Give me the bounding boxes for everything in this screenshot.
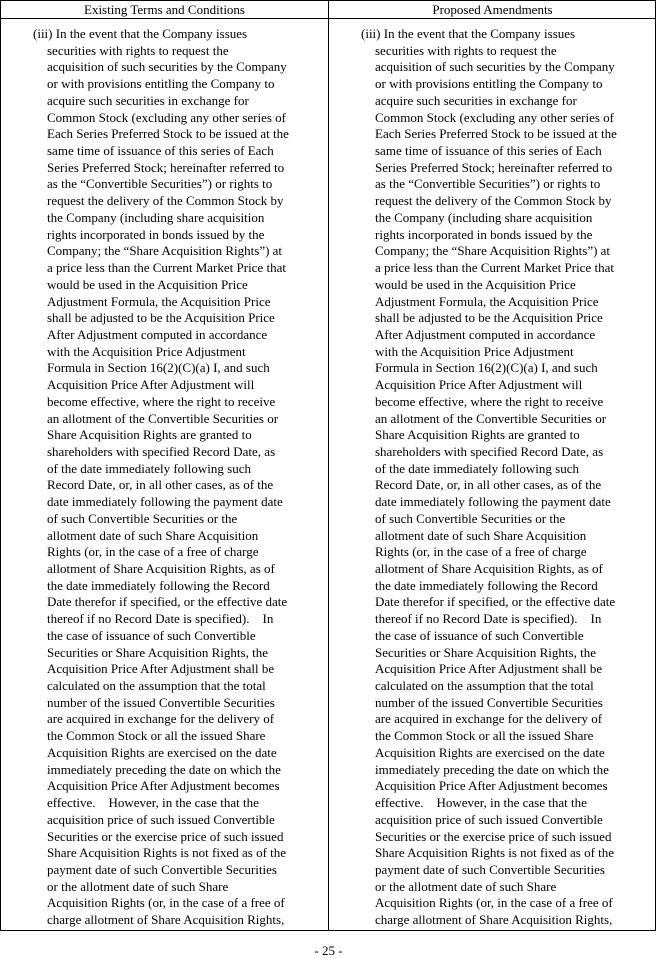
paragraph-line: thereof if no Record Date is specified). In	[47, 611, 274, 627]
paragraph-line: the date immediately following the Record	[375, 577, 598, 593]
paragraph-line: Date therefor if specified, or the effective date	[375, 594, 616, 610]
paragraph-line: shall be adjusted to be the Acquisition Price	[47, 310, 275, 326]
paragraph-line: of the date immediately following such	[47, 460, 251, 476]
paragraph-line: (iii) In the event that the Company issues	[361, 26, 576, 41]
paragraph-line: Acquisition Price After Adjustment shall be	[47, 661, 275, 677]
paragraph-line: or with provisions entitling the Company to	[375, 76, 603, 92]
paragraph-line: a price less than the Current Market Price that	[375, 260, 614, 276]
paragraph-line: charge allotment of Share Acquisition Rights,	[47, 912, 285, 928]
paragraph-line: request the delivery of the Common Stock by	[375, 193, 612, 209]
paragraph-line: Acquisition Price After Adjustment shall be	[375, 661, 603, 677]
paragraph-line: Series Preferred Stock; hereinafter referred to	[47, 159, 285, 175]
page-number: - 25 -	[314, 943, 343, 958]
paragraph-line: Common Stock (excluding any other series of	[47, 109, 287, 125]
paragraph-line: immediately preceding the date on which the	[47, 761, 281, 777]
paragraph-line: Securities or the exercise price of such issued	[47, 828, 284, 844]
paragraph-line: Acquisition Price After Adjustment becomes	[47, 778, 280, 794]
paragraph-line: After Adjustment computed in accordance	[375, 326, 596, 342]
paragraph-line: effective. However, in the case that the	[375, 795, 587, 811]
paragraph-line: Formula in Section 16(2)(C)(a) I, and such	[47, 360, 270, 376]
paragraph-line: Date therefor if specified, or the effective date	[47, 594, 288, 610]
paragraph-line: (iii) In the event that the Company issues	[33, 26, 248, 41]
paragraph-line: securities with rights to request the	[47, 42, 229, 58]
paragraph-line: Each Series Preferred Stock to be issued at the	[375, 126, 617, 142]
paragraph-line: allotment of Share Acquisition Rights, as of	[375, 561, 603, 576]
paragraph-line: acquire such securities in exchange for	[375, 92, 577, 108]
paragraph-line: number of the issued Convertible Securities	[47, 694, 275, 710]
paragraph-line: request the delivery of the Common Stock by	[47, 193, 284, 209]
paragraph-line: After Adjustment computed in accordance	[47, 326, 268, 342]
paragraph-line: Adjustment Formula, the Acquisition Price	[375, 293, 599, 309]
paragraph-line: Rights (or, in the case of a free of charge	[375, 544, 587, 560]
paragraph-line: thereof if no Record Date is specified). In	[375, 611, 602, 627]
paragraph-line: rights incorporated in bonds issued by the	[375, 226, 593, 242]
paragraph-line: Securities or Share Acquisition Rights, the	[47, 644, 268, 660]
paragraph-line: the case of issuance of such Convertible	[47, 627, 256, 643]
paragraph-line: Share Acquisition Rights are granted to	[375, 427, 580, 443]
paragraph-line: Rights (or, in the case of a free of charge	[47, 544, 259, 560]
paragraph-line: a price less than the Current Market Price that	[47, 260, 286, 276]
paragraph-line: Share Acquisition Rights is not fixed as of the	[375, 845, 615, 861]
paragraph-line: same time of issuance of this series of Each	[47, 143, 274, 159]
header-existing-terms: Existing Terms and Conditions	[84, 2, 245, 17]
paragraph-line: acquisition price of such issued Convertible	[47, 811, 275, 827]
paragraph-line: the Common Stock or all the issued Share	[47, 728, 266, 744]
paragraph-line: Formula in Section 16(2)(C)(a) I, and such	[375, 360, 598, 376]
paragraph-line: an allotment of the Convertible Securities or	[375, 410, 607, 426]
paragraph-line: become effective, where the right to receive	[375, 393, 604, 409]
paragraph-line: Acquisition Rights (or, in the case of a free of	[47, 895, 285, 911]
paragraph-line: shareholders with specified Record Date, as	[47, 443, 276, 459]
paragraph-line: Company; the “Share Acquisition Rights”) at	[47, 243, 283, 259]
header-divider	[1, 18, 655, 19]
paragraph-line: Acquisition Price After Adjustment will	[47, 377, 255, 393]
paragraph-line: calculated on the assumption that the total	[375, 678, 594, 694]
paragraph-line: become effective, where the right to receive	[47, 393, 276, 409]
paragraph-line: of such Convertible Securities or the	[47, 510, 238, 526]
paragraph-line: of the date immediately following such	[375, 460, 579, 476]
paragraph-line: as the “Convertible Securities”) or rights to	[47, 176, 273, 192]
paragraph-line: charge allotment of Share Acquisition Rights,	[375, 912, 613, 928]
paragraph-line: as the “Convertible Securities”) or rights to	[375, 176, 601, 192]
paragraph-line: number of the issued Convertible Securities	[375, 694, 603, 710]
paragraph-line: date immediately following the payment date	[47, 494, 283, 510]
paragraph-line: Common Stock (excluding any other series of	[375, 109, 615, 125]
paragraph-line: date immediately following the payment date	[375, 494, 611, 510]
paragraph-line: the Common Stock or all the issued Share	[375, 728, 594, 744]
paragraph-line: Acquisition Rights (or, in the case of a free of	[375, 895, 613, 911]
paragraph-line: acquisition of such securities by the Company	[47, 59, 287, 75]
paragraph-line: or the allotment date of such Share	[375, 878, 557, 894]
paragraph-line: the Company (including share acquisition	[47, 209, 265, 225]
paragraph-line: Record Date, or, in all other cases, as of the	[375, 477, 602, 493]
paragraph-line: Securities or the exercise price of such issued	[375, 828, 612, 844]
paragraph-line: securities with rights to request the	[375, 42, 557, 58]
paragraph-line: Series Preferred Stock; hereinafter referred to	[375, 159, 613, 175]
paragraph-line: an allotment of the Convertible Securities or	[47, 410, 279, 426]
proposed-amendments-text	[361, 26, 653, 931]
paragraph-line: Acquisition Rights are exercised on the date	[47, 744, 277, 760]
paragraph-line: acquisition of such securities by the Company	[375, 59, 615, 75]
paragraph-line: would be used in the Acquisition Price	[375, 276, 576, 292]
paragraph-line: would be used in the Acquisition Price	[47, 276, 248, 292]
paragraph-line: Record Date, or, in all other cases, as of the	[47, 477, 274, 493]
paragraph-line: Each Series Preferred Stock to be issued at the	[47, 126, 289, 142]
paragraph-line: Company; the “Share Acquisition Rights”) at	[375, 243, 611, 259]
paragraph-line: acquire such securities in exchange for	[47, 92, 249, 108]
paragraph-line: Share Acquisition Rights are granted to	[47, 427, 252, 443]
paragraph-line: allotment of Share Acquisition Rights, as of	[47, 561, 275, 576]
paragraph-line: effective. However, in the case that the	[47, 795, 259, 811]
existing-terms-text	[33, 26, 325, 931]
paragraph-line: with the Acquisition Price Adjustment	[47, 343, 246, 359]
header-proposed-amendments: Proposed Amendments	[432, 2, 553, 17]
paragraph-line: immediately preceding the date on which the	[375, 761, 609, 777]
paragraph-line: acquisition price of such issued Convertible	[375, 811, 603, 827]
paragraph-line: payment date of such Convertible Securities	[47, 861, 277, 877]
paragraph-line: Securities or Share Acquisition Rights, the	[375, 644, 596, 660]
paragraph-line: or with provisions entitling the Company to	[47, 76, 275, 92]
paragraph-line: Adjustment Formula, the Acquisition Price	[47, 293, 271, 309]
paragraph-line: or the allotment date of such Share	[47, 878, 229, 894]
paragraph-line: allotment date of such Share Acquisition	[47, 527, 259, 543]
paragraph-line: same time of issuance of this series of Each	[375, 143, 602, 159]
column-divider	[328, 1, 329, 930]
paragraph-line: shareholders with specified Record Date, as	[375, 443, 604, 459]
paragraph-line: are acquired in exchange for the delivery of	[375, 711, 603, 727]
paragraph-line: calculated on the assumption that the total	[47, 678, 266, 694]
paragraph-line: Acquisition Rights are exercised on the date	[375, 744, 605, 760]
paragraph-line: rights incorporated in bonds issued by the	[47, 226, 265, 242]
paragraph-line: the case of issuance of such Convertible	[375, 627, 584, 643]
paragraph-line: Acquisition Price After Adjustment will	[375, 377, 583, 393]
paragraph-line: Share Acquisition Rights is not fixed as of the	[47, 845, 287, 861]
paragraph-line: the Company (including share acquisition	[375, 209, 593, 225]
paragraph-line: allotment date of such Share Acquisition	[375, 527, 587, 543]
paragraph-line: payment date of such Convertible Securities	[375, 861, 605, 877]
paragraph-line: shall be adjusted to be the Acquisition Price	[375, 310, 603, 326]
paragraph-line: Acquisition Price After Adjustment becomes	[375, 778, 608, 794]
paragraph-line: with the Acquisition Price Adjustment	[375, 343, 574, 359]
paragraph-line: are acquired in exchange for the delivery of	[47, 711, 275, 727]
paragraph-line: of such Convertible Securities or the	[375, 510, 566, 526]
paragraph-line: the date immediately following the Record	[47, 577, 270, 593]
